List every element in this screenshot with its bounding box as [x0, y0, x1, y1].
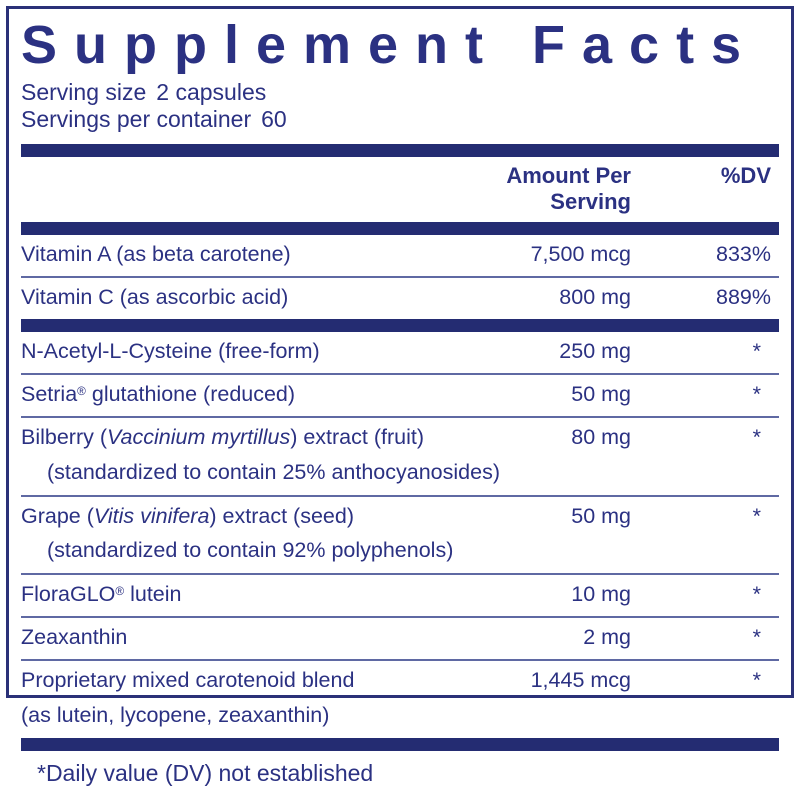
ingredient-dv: * [752, 503, 761, 528]
table-row [21, 659, 779, 738]
ingredient-name: Zeaxanthin [21, 625, 128, 650]
percent-dv-header: %DV [720, 162, 771, 188]
ingredient-amount: 7,500 mcg [530, 241, 631, 266]
serving-size-value: 2 capsules [156, 78, 267, 105]
ingredient-name: FloraGLO® lutein [21, 582, 182, 607]
ingredient-amount: 80 mg [571, 424, 631, 449]
row-main [21, 618, 779, 659]
ingredient-amount: 50 mg [571, 503, 631, 528]
servings-per-container-line [21, 106, 779, 133]
daily-value-footnote: *Daily value (DV) not established [37, 760, 374, 786]
ingredient-dv: * [752, 668, 761, 693]
servings-per-container-value: 60 [261, 105, 287, 132]
row-main [21, 278, 779, 319]
ingredient-name: Proprietary mixed carotenoid blend [21, 668, 355, 693]
ingredient-subline: (as lutein, lycopene, zeaxanthin) [21, 703, 330, 728]
ingredient-dv: * [752, 424, 761, 449]
ingredient-name: Vitamin C (as ascorbic acid) [21, 284, 289, 309]
ingredient-dv: 833% [716, 241, 771, 266]
ingredient-dv: * [752, 625, 761, 650]
rows [21, 235, 779, 738]
ingredient-subline: (standardized to contain 92% polyphenols) [47, 538, 454, 563]
amount-per-serving-header: Amount Per Serving [506, 162, 631, 214]
ingredient-dv: 889% [716, 284, 771, 309]
row-main [21, 375, 779, 416]
servings-per-container-label: Servings per container [21, 105, 252, 132]
row-main [21, 332, 779, 373]
row-main [21, 575, 779, 616]
ingredient-dv: * [752, 381, 761, 406]
ingredient-name: Setria® glutathione (reduced) [21, 381, 296, 406]
ingredient-dv: * [752, 582, 761, 607]
ingredient-dv: * [752, 338, 761, 363]
thick-divider [21, 319, 779, 332]
table-row [21, 276, 779, 319]
page-title: Supplement Facts [21, 15, 759, 75]
table-header-row [21, 157, 779, 222]
ingredient-amount: 1,445 mcg [530, 668, 631, 693]
thick-divider-bottom [21, 738, 779, 751]
ingredient-amount: 50 mg [571, 381, 631, 406]
ingredient-name: N-Acetyl-L-Cysteine (free-form) [21, 338, 320, 363]
table-row [21, 373, 779, 416]
ingredient-name: Vitamin A (as beta carotene) [21, 241, 291, 266]
table-row [21, 416, 779, 495]
ingredient-name: Bilberry (Vaccinium myrtillus) extract (fruit) [21, 424, 424, 449]
ingredient-amount: 250 mg [559, 338, 631, 363]
row-main [21, 418, 779, 459]
row-main [21, 235, 779, 276]
table-row [21, 616, 779, 659]
ingredient-amount: 2 mg [583, 625, 631, 650]
table-row [21, 573, 779, 616]
table-row [21, 235, 779, 276]
supplement-facts-panel [6, 6, 794, 786]
row-main [21, 661, 779, 702]
ingredient-amount: 800 mg [559, 284, 631, 309]
ingredient-name: Grape (Vitis vinifera) extract (seed) [21, 503, 354, 528]
serving-size-line [21, 79, 779, 106]
ingredient-amount: 10 mg [571, 582, 631, 607]
serving-info [21, 79, 779, 133]
serving-size-label: Serving size [21, 78, 147, 105]
row-main [21, 497, 779, 538]
thick-divider-header-bottom [21, 222, 779, 235]
table-row [21, 495, 779, 574]
thick-divider-top [21, 144, 779, 157]
table-row [21, 332, 779, 373]
ingredient-subline: (standardized to contain 25% anthocyanosides) [47, 459, 500, 484]
